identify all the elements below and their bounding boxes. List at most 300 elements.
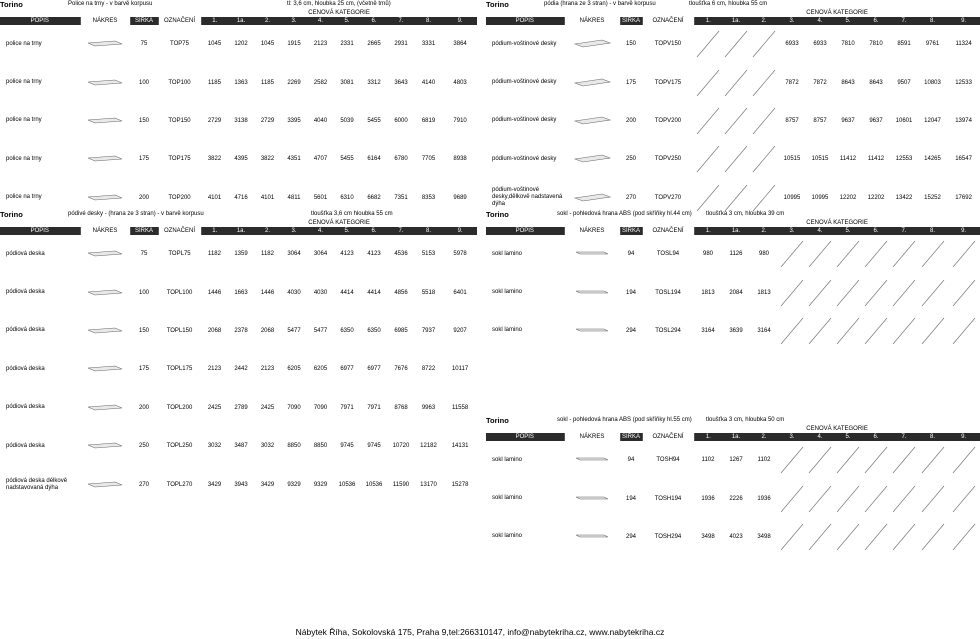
header-level-1: 1. bbox=[694, 433, 722, 441]
row-sketch bbox=[80, 427, 130, 465]
row-sketch bbox=[564, 479, 620, 517]
page-footer: Nábytek Říha, Sokolovská 175, Praha 9,tel:266310147, info@nabytekriha.cz, www.nabytekriha.cz bbox=[295, 627, 665, 637]
header-level-9: 8. bbox=[918, 17, 947, 25]
empty-price-cell bbox=[694, 25, 722, 63]
crossed-out-mark bbox=[921, 317, 945, 345]
price-cell: 1267 bbox=[729, 457, 743, 464]
price-cell: 15278 bbox=[451, 481, 469, 488]
row-sketch bbox=[80, 465, 130, 503]
price-cell: 980 bbox=[702, 251, 713, 258]
header-nakres: NÁKRES bbox=[564, 227, 620, 235]
price-table bbox=[0, 219, 477, 504]
price-cell: 1936 bbox=[701, 495, 715, 502]
row-label: pódium-voštinové desky bbox=[492, 40, 557, 47]
row-width: 100 bbox=[138, 289, 149, 296]
table-row bbox=[486, 102, 980, 140]
header-level-2: 1a. bbox=[228, 17, 254, 25]
empty-price-cell bbox=[947, 312, 980, 350]
price-cell: 10117 bbox=[451, 366, 469, 373]
header-level-5: 4. bbox=[806, 17, 834, 25]
price-cell: 6164 bbox=[367, 156, 381, 163]
row-sketch bbox=[80, 63, 130, 101]
table-row bbox=[0, 465, 477, 503]
header-level-7: 6. bbox=[360, 227, 388, 235]
price-cell: 2084 bbox=[729, 289, 743, 296]
row-sketch bbox=[564, 312, 620, 350]
header-level-1: 1. bbox=[201, 17, 228, 25]
price-cell: 2123 bbox=[260, 366, 275, 373]
crossed-out-mark bbox=[864, 240, 888, 268]
price-cell: 13974 bbox=[955, 117, 972, 124]
section-thickness: tloušťka 3,6 cm hloubka 55 cm bbox=[311, 211, 393, 217]
price-cell: 1446 bbox=[260, 289, 275, 296]
header-oznaceni: OZNAČENÍ bbox=[642, 433, 694, 441]
price-cell: 1663 bbox=[234, 289, 248, 296]
price-cell: 4716 bbox=[234, 194, 248, 201]
price-cell: 3822 bbox=[260, 156, 275, 163]
section-description: Police na trny - v barvě korpusu bbox=[68, 1, 153, 7]
row-label: pódium-voštinové desky bbox=[492, 155, 557, 162]
empty-price-cell bbox=[890, 479, 918, 517]
empty-price-cell bbox=[862, 479, 890, 517]
price-cell: 4856 bbox=[394, 289, 408, 296]
row-sketch bbox=[564, 518, 620, 556]
row-sketch bbox=[564, 441, 620, 479]
table-row bbox=[486, 518, 980, 556]
price-cell: 2665 bbox=[367, 41, 381, 48]
price-cell: 12202 bbox=[867, 194, 885, 201]
header-level-7: 6. bbox=[862, 433, 890, 441]
price-cell: 11324 bbox=[955, 41, 972, 48]
section-title-bar bbox=[0, 0, 477, 9]
row-width: 270 bbox=[625, 194, 636, 201]
row-sketch bbox=[80, 140, 130, 178]
row-label: pódiová deska bbox=[6, 404, 45, 411]
header-level-8: 7. bbox=[890, 227, 918, 235]
section-brand: Torino bbox=[486, 210, 509, 219]
price-cell: 4140 bbox=[421, 79, 436, 86]
price-cell: 3032 bbox=[207, 443, 222, 450]
crossed-out-mark bbox=[864, 279, 888, 307]
section-sokl-39 bbox=[486, 210, 967, 350]
price-cell: 9761 bbox=[925, 41, 940, 48]
row-width: 250 bbox=[625, 156, 636, 163]
price-cell: 3312 bbox=[367, 79, 381, 86]
crossed-out-mark bbox=[752, 184, 776, 212]
price-cell: 2729 bbox=[260, 117, 275, 124]
row-width: 194 bbox=[625, 495, 636, 502]
row-width: 175 bbox=[138, 366, 149, 373]
section-brand: Torino bbox=[486, 416, 509, 425]
row-width: 75 bbox=[140, 251, 148, 258]
crossed-out-mark bbox=[752, 145, 776, 173]
crossed-out-mark bbox=[892, 446, 916, 474]
empty-price-cell bbox=[862, 312, 890, 350]
price-cell: 4351 bbox=[287, 156, 301, 163]
price-cell: 12202 bbox=[839, 194, 857, 201]
price-cell: 4414 bbox=[367, 289, 381, 296]
empty-price-cell bbox=[834, 235, 862, 273]
crossed-out-mark bbox=[752, 30, 776, 58]
row-label: police na trny bbox=[6, 40, 42, 47]
product-sketch-icon bbox=[572, 452, 612, 466]
row-label: sokl lamino bbox=[492, 327, 523, 334]
row-label: police na trny bbox=[6, 117, 42, 124]
header-level-6: 5. bbox=[834, 227, 862, 235]
price-cell: 1045 bbox=[207, 41, 222, 48]
header-level-5: 4. bbox=[806, 227, 834, 235]
header-sirka: ŠÍŘKA bbox=[621, 228, 640, 234]
row-sketch bbox=[564, 63, 620, 101]
price-cell: 11412 bbox=[867, 156, 885, 163]
crossed-out-mark bbox=[892, 279, 916, 307]
row-label: police na trny bbox=[6, 79, 42, 86]
crossed-out-mark bbox=[780, 446, 804, 474]
empty-price-cell bbox=[750, 63, 778, 101]
price-table bbox=[486, 219, 980, 350]
crossed-out-mark bbox=[808, 279, 832, 307]
table-row bbox=[0, 140, 477, 178]
price-cell: 8850 bbox=[313, 443, 328, 450]
empty-price-cell bbox=[890, 518, 918, 556]
row-label: sokl lamino bbox=[492, 250, 523, 257]
empty-price-cell bbox=[750, 25, 778, 63]
product-sketch-icon bbox=[85, 246, 125, 260]
empty-price-cell bbox=[806, 441, 834, 479]
price-cell: 7910 bbox=[453, 117, 467, 124]
empty-price-cell bbox=[778, 441, 806, 479]
price-cell: 9689 bbox=[453, 194, 467, 201]
empty-price-cell bbox=[947, 441, 980, 479]
price-cell: 4101 bbox=[260, 194, 275, 201]
crossed-out-mark bbox=[696, 184, 720, 212]
price-cell: 13422 bbox=[895, 194, 913, 201]
header-level-8: 7. bbox=[890, 433, 918, 441]
price-cell: 3943 bbox=[234, 481, 248, 488]
price-cell: 4030 bbox=[313, 289, 328, 296]
header-popis: POPIS bbox=[0, 227, 80, 235]
header-level-4: 3. bbox=[778, 433, 806, 441]
section-thickness: tloušťka 6 cm, hloubka 55 cm bbox=[689, 1, 768, 7]
crossed-out-mark bbox=[952, 523, 976, 551]
table-row bbox=[486, 273, 980, 311]
price-cell: 5978 bbox=[453, 251, 467, 258]
price-cell: 3064 bbox=[287, 251, 301, 258]
crossed-out-mark bbox=[696, 145, 720, 173]
header-level-4: 3. bbox=[778, 227, 806, 235]
price-cell: 5039 bbox=[340, 117, 354, 124]
empty-price-cell bbox=[918, 441, 947, 479]
price-cell: 3429 bbox=[260, 481, 275, 488]
price-cell: 8591 bbox=[897, 41, 911, 48]
row-sketch bbox=[80, 235, 130, 273]
empty-price-cell bbox=[862, 441, 890, 479]
crossed-out-mark bbox=[724, 69, 748, 97]
header-level-8: 7. bbox=[388, 227, 414, 235]
price-cell: 8757 bbox=[785, 117, 799, 124]
price-cell: 2068 bbox=[207, 327, 222, 334]
crossed-out-mark bbox=[836, 485, 860, 513]
header-level-3: 2. bbox=[750, 17, 778, 25]
empty-price-cell bbox=[947, 273, 980, 311]
empty-price-cell bbox=[862, 273, 890, 311]
row-width: 150 bbox=[625, 41, 636, 48]
price-cell: 6682 bbox=[367, 194, 381, 201]
table-row bbox=[486, 235, 980, 273]
row-code: TOPL150 bbox=[166, 327, 193, 334]
price-cell: 9637 bbox=[869, 117, 883, 124]
product-sketch-icon bbox=[85, 477, 125, 491]
product-sketch-icon bbox=[572, 36, 612, 50]
product-sketch-icon bbox=[572, 323, 612, 337]
row-sketch bbox=[80, 102, 130, 140]
price-cell: 6350 bbox=[340, 327, 354, 334]
row-code: TOSH294 bbox=[654, 533, 682, 540]
price-cell: 4414 bbox=[340, 289, 354, 296]
crossed-out-mark bbox=[892, 523, 916, 551]
header-level-6: 5. bbox=[834, 17, 862, 25]
header-cenova-kategorie: CENOVÁ KATEGORIE bbox=[694, 9, 980, 17]
header-spacer bbox=[486, 219, 694, 227]
row-width: 100 bbox=[138, 79, 149, 86]
header-nakres: NÁKRES bbox=[564, 17, 620, 25]
price-cell: 3064 bbox=[313, 251, 328, 258]
header-nakres: NÁKRES bbox=[564, 433, 620, 441]
price-cell: 4030 bbox=[287, 289, 301, 296]
header-level-5: 4. bbox=[307, 17, 334, 25]
section-thickness: tl: 3,6 cm, hloubka 25 cm, (včetně trnů) bbox=[287, 1, 391, 7]
table-row bbox=[486, 140, 980, 178]
header-level-10: 9. bbox=[947, 17, 980, 25]
table-row bbox=[0, 427, 477, 465]
row-code: TOSH194 bbox=[654, 495, 682, 502]
price-cell: 6780 bbox=[394, 156, 408, 163]
crossed-out-mark bbox=[892, 240, 916, 268]
crossed-out-mark bbox=[836, 523, 860, 551]
price-cell: 13170 bbox=[420, 481, 437, 488]
price-cell: 2931 bbox=[394, 41, 408, 48]
row-label: pódiová deska bbox=[6, 365, 45, 372]
price-cell: 1363 bbox=[234, 79, 248, 86]
table-row bbox=[486, 441, 980, 479]
row-width: 270 bbox=[138, 481, 149, 488]
price-cell: 3864 bbox=[453, 41, 467, 48]
table-row bbox=[486, 25, 980, 63]
crossed-out-mark bbox=[952, 240, 976, 268]
price-cell: 14131 bbox=[451, 443, 469, 450]
table-row bbox=[0, 312, 477, 350]
crossed-out-mark bbox=[864, 523, 888, 551]
price-cell: 2226 bbox=[729, 495, 743, 502]
crossed-out-mark bbox=[892, 317, 916, 345]
empty-price-cell bbox=[918, 518, 947, 556]
empty-price-cell bbox=[834, 441, 862, 479]
header-level-7: 6. bbox=[360, 17, 388, 25]
price-cell: 1202 bbox=[234, 41, 248, 48]
price-cell: 14265 bbox=[924, 156, 941, 163]
crossed-out-mark bbox=[952, 485, 976, 513]
header-level-2: 1a. bbox=[722, 433, 750, 441]
empty-price-cell bbox=[890, 441, 918, 479]
price-cell: 3822 bbox=[207, 156, 222, 163]
crossed-out-mark bbox=[864, 317, 888, 345]
row-sketch bbox=[564, 235, 620, 273]
section-description: sokl - pohledová hrana ABS (pod skříňky hl.55 cm) bbox=[557, 417, 692, 423]
price-cell: 3081 bbox=[340, 79, 354, 86]
price-cell: 1813 bbox=[701, 289, 715, 296]
price-cell: 9329 bbox=[313, 481, 328, 488]
crossed-out-mark bbox=[780, 523, 804, 551]
header-level-6: 5. bbox=[334, 227, 360, 235]
price-cell: 7937 bbox=[421, 327, 436, 334]
crossed-out-mark bbox=[864, 446, 888, 474]
price-cell: 9637 bbox=[841, 117, 855, 124]
price-cell: 1102 bbox=[757, 457, 771, 464]
price-cell: 7810 bbox=[869, 41, 883, 48]
price-cell: 3643 bbox=[394, 79, 408, 86]
row-code: TOPV200 bbox=[654, 117, 682, 124]
empty-price-cell bbox=[778, 312, 806, 350]
row-width: 175 bbox=[625, 79, 636, 86]
crossed-out-mark bbox=[808, 317, 832, 345]
row-label: sokl lamino bbox=[492, 533, 523, 540]
row-width: 94 bbox=[627, 457, 635, 464]
price-cell: 7090 bbox=[313, 404, 328, 411]
product-sketch-icon bbox=[572, 491, 612, 505]
section-brand: Torino bbox=[0, 0, 23, 9]
price-cell: 1185 bbox=[208, 79, 221, 86]
price-cell: 7971 bbox=[340, 404, 354, 411]
table-row bbox=[486, 479, 980, 517]
crossed-out-mark bbox=[892, 485, 916, 513]
empty-price-cell bbox=[806, 479, 834, 517]
price-cell: 8353 bbox=[421, 194, 436, 201]
header-spacer bbox=[0, 219, 201, 227]
crossed-out-mark bbox=[696, 107, 720, 135]
section-police bbox=[0, 0, 477, 217]
header-level-9: 8. bbox=[918, 433, 947, 441]
row-width: 294 bbox=[625, 533, 636, 540]
price-cell: 2331 bbox=[340, 41, 354, 48]
row-sketch bbox=[564, 102, 620, 140]
header-level-9: 8. bbox=[918, 227, 947, 235]
row-label: pódiová deska bbox=[6, 289, 45, 296]
price-cell: 4040 bbox=[313, 117, 328, 124]
product-sketch-icon bbox=[85, 75, 125, 89]
price-cell: 6000 bbox=[394, 117, 408, 124]
empty-price-cell bbox=[778, 235, 806, 273]
section-description: pódivé desky - (hrana ze 3 stran) - v barvě korpusu bbox=[68, 211, 204, 217]
empty-price-cell bbox=[694, 102, 722, 140]
empty-price-cell bbox=[834, 312, 862, 350]
price-cell: 5455 bbox=[340, 156, 354, 163]
crossed-out-mark bbox=[864, 485, 888, 513]
header-oznaceni: OZNAČENÍ bbox=[642, 227, 694, 235]
price-cell: 2582 bbox=[313, 79, 328, 86]
price-table bbox=[486, 9, 980, 217]
header-spacer bbox=[486, 425, 694, 433]
row-code: TOPL75 bbox=[168, 251, 191, 258]
product-sketch-icon bbox=[85, 400, 125, 414]
empty-price-cell bbox=[918, 273, 947, 311]
section-podiove-desky bbox=[0, 210, 477, 504]
empty-price-cell bbox=[890, 312, 918, 350]
header-level-10: 9. bbox=[443, 17, 477, 25]
header-level-9: 8. bbox=[414, 227, 443, 235]
header-cenova-kategorie: CENOVÁ KATEGORIE bbox=[694, 425, 980, 433]
crossed-out-mark bbox=[808, 240, 832, 268]
price-cell: 1813 bbox=[757, 289, 771, 296]
empty-price-cell bbox=[947, 479, 980, 517]
price-cell: 4023 bbox=[729, 533, 743, 540]
price-cell: 6985 bbox=[394, 327, 408, 334]
header-level-10: 9. bbox=[947, 433, 980, 441]
row-code: TOPV175 bbox=[654, 79, 682, 86]
row-code: TOP175 bbox=[168, 156, 191, 163]
price-cell: 7971 bbox=[367, 404, 381, 411]
price-cell: 8757 bbox=[813, 117, 827, 124]
section-thickness: tloušťka 3 cm, hloubka 39 cm bbox=[706, 211, 785, 217]
crossed-out-mark bbox=[952, 446, 976, 474]
price-cell: 9745 bbox=[367, 443, 381, 450]
crossed-out-mark bbox=[836, 317, 860, 345]
header-level-3: 2. bbox=[750, 433, 778, 441]
row-label: pódium-voštinové desky bbox=[492, 79, 557, 86]
section-title-bar bbox=[0, 210, 477, 219]
price-cell: 1936 bbox=[757, 495, 771, 502]
price-cell: 10995 bbox=[783, 194, 801, 201]
row-width: 150 bbox=[138, 327, 149, 334]
row-code: TOPV270 bbox=[654, 194, 682, 201]
header-level-6: 5. bbox=[334, 17, 360, 25]
product-sketch-icon bbox=[572, 529, 612, 543]
crossed-out-mark bbox=[724, 184, 748, 212]
header-sirka: ŠÍŘKA bbox=[130, 17, 158, 25]
crossed-out-mark bbox=[921, 240, 945, 268]
price-cell: 7872 bbox=[813, 79, 827, 86]
header-spacer bbox=[0, 9, 201, 17]
price-cell: 17692 bbox=[955, 194, 972, 201]
crossed-out-mark bbox=[780, 240, 804, 268]
price-cell: 9507 bbox=[897, 79, 911, 86]
price-cell: 2123 bbox=[313, 41, 328, 48]
row-label: police na trny bbox=[6, 155, 42, 162]
row-code: TOSL194 bbox=[655, 289, 681, 296]
price-cell: 2442 bbox=[234, 366, 248, 373]
price-cell: 15252 bbox=[924, 194, 941, 201]
price-cell: 2123 bbox=[207, 366, 222, 373]
row-sketch bbox=[80, 25, 130, 63]
header-level-3: 2. bbox=[254, 17, 281, 25]
price-cell: 7872 bbox=[785, 79, 799, 86]
price-cell: 1126 bbox=[729, 251, 743, 258]
price-cell: 1915 bbox=[287, 41, 301, 48]
crossed-out-mark bbox=[752, 69, 776, 97]
price-cell: 4395 bbox=[234, 156, 248, 163]
price-cell: 8643 bbox=[869, 79, 883, 86]
row-label: sokl lamino bbox=[492, 456, 523, 463]
row-code: TOP100 bbox=[168, 79, 191, 86]
row-code: TOPV150 bbox=[654, 41, 682, 48]
row-label: pódiová deska délkově nadstavovaná dýha bbox=[6, 477, 68, 491]
header-level-1: 1. bbox=[694, 17, 722, 25]
price-cell: 3331 bbox=[421, 41, 436, 48]
header-level-10: 9. bbox=[947, 227, 980, 235]
table-row bbox=[0, 25, 477, 63]
empty-price-cell bbox=[806, 235, 834, 273]
row-width: 175 bbox=[138, 156, 149, 163]
empty-price-cell bbox=[947, 235, 980, 273]
